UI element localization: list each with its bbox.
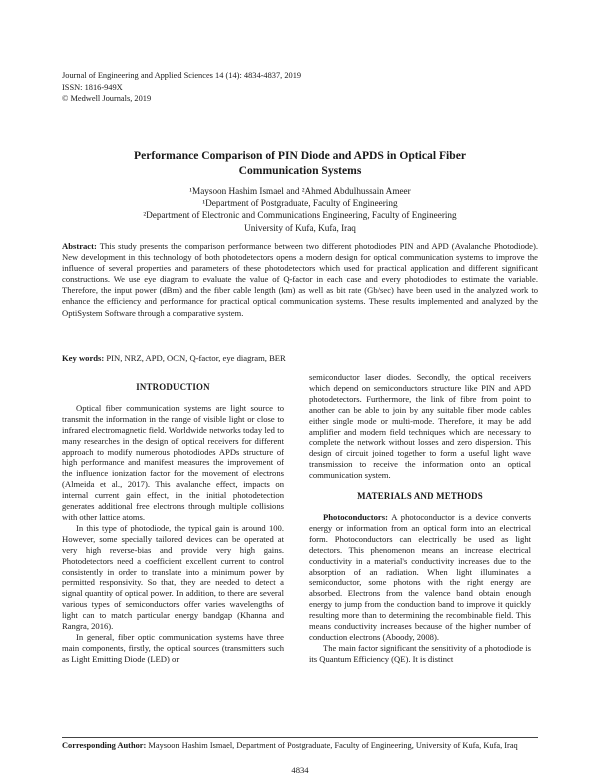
right-column — [309, 372, 531, 665]
footnote-rule — [62, 737, 538, 738]
abstract-text: This study presents the comparison performance between two different photodiodes PIN and APD (Avalanche Photodiode). New development in this technology of both photodetectors opens a modern design for optical communication systems to improve the influence of several properties and parameters of these photodetectors which used for practical application and different significant constructions. We use eye diagram to evaluate the value of Q-factor in each case and every photodiodes to estimate the variable. Therefore, the input power (dBm) and the fiber cable length (km) as well as bit rate (Gb/sec) have been used in the analyzed work to enhance the efficiency and performance for practical optical communication systems. These results implemented and analyzed by the OptiSystem Software through a comparative system. — [62, 241, 538, 318]
affiliation-3: University of Kufa, Kufa, Iraq — [244, 222, 356, 233]
intro-paragraph-3-start: In general, fiber optic communication systems have three main components, firstly, the optical sources (transmitters such as Light Emitting Diode (LED) or — [62, 631, 284, 664]
introduction-heading: INTRODUCTION — [136, 382, 210, 392]
left-column — [62, 372, 284, 665]
journal-copyright: © Medwell Journals, 2019 — [62, 94, 152, 104]
methods-paragraph-1-text: A photoconductor is a device converts energy or information from an optical form into an electrical form. Photoconductors can electrically be used as light detectors. This phenomenon means an increase electrical conductivity in a material's conductivity increases due to the absorption of an radiation. When light illuminates a semiconductor, some photons with the right energy are absorbed. Electrons from the valence band obtain enough energy to jump from the conduction band to improve it quickly resulting more than to determining the recombinable field. This means conductivity increases because of the higher number of conduction electrons (Aboody, 2008). — [309, 511, 531, 642]
keywords-text: PIN, NRZ, APD, OCN, Q-factor, eye diagram, BER — [106, 353, 286, 363]
paper-title — [60, 148, 540, 178]
journal-citation: Journal of Engineering and Applied Sciences 14 (14): 4834-4837, 2019 — [62, 71, 302, 80]
methods-paragraph-2: The main factor significant the sensitivity of a photodiode is its Quantum Efficiency (QE). It is distinct — [309, 642, 531, 664]
corresponding-author — [62, 740, 538, 751]
journal-issn: ISSN: 1816-949X — [62, 82, 123, 92]
intro-paragraph-1: Optical fiber communication systems are light source to transmit the information in the range of visible light or close to infrared electromagnetic field. Worldwide networks today led to many researches in the design of optical receivers for different approach to modify numerous photodiodes APDs structure of high performance and manifest measures the improvement of the influence ionization factor for the movement of electrons (Almeida et al., 2017). This avalanche effect, impacts on internal current gain effect, in the initial photodetection generates additional free electrons through multiple collisions with other lattice atoms. — [62, 402, 284, 522]
methods-paragraph-1 — [309, 512, 531, 643]
affiliation-1: ¹Department of Postgraduate, Faculty of Engineering — [202, 198, 398, 209]
methods-heading: MATERIALS AND METHODS — [357, 491, 483, 502]
intro-paragraph-3: semiconductor laser diodes. Secondly, the optical receivers which depend on semiconductors structure like PIN and APD photodetectors. Furthermore, the link of fibre from point to another can be able to join by any suitable fiber mode cables either single mode or multi-mode. Therefore, it may be add amplifier and modern field techniques which are necessary to complete the network without losses and zero dispersion. This design of circuit joined together to form a useful light wave transmission to receive the information onto an optical communication system. — [309, 372, 531, 481]
page-number: 4834 — [291, 765, 309, 775]
abstract-label: Abstract: — [62, 241, 97, 251]
intro-paragraph-2: In this type of photodiode, the typical gain is around 100. However, some specially tailored devices can be operated at very high reverse-bias and provide very high gains. Photodetectors need a coefficient excellent current to control consistently in order to translate into a minimum power by permitted responsivity. So that, they are needed to detect a signal quantity of optical power. In addition, to there are several various types of semiconductors offer varies wavelengths of light can to match particular energy bandgap (Khanna and Rangra, 2016). — [62, 522, 284, 632]
title-line-1: Performance Comparison of PIN Diode and APDS in Optical Fiber — [133, 149, 466, 162]
keywords-label: Key words: — [62, 353, 105, 363]
abstract — [62, 241, 538, 319]
keywords — [62, 353, 538, 364]
authors-block — [60, 185, 540, 234]
title-line-2: Communication Systems — [238, 164, 362, 177]
author-names: ¹Maysoon Hashim Ismael and ²Ahmed Abdulhussain Ameer — [189, 186, 411, 196]
photoconductors-runin-heading: Photoconductors: — [323, 511, 388, 522]
corresponding-label: Corresponding Author: — [62, 741, 147, 750]
affiliation-2: ²Department of Electronic and Communications Engineering, Faculty of Engineering — [143, 210, 457, 221]
journal-header — [62, 70, 422, 105]
corresponding-text: Maysoon Hashim Ismael, Department of Postgraduate, Faculty of Engineering, University of Kufa, Kufa, Iraq — [148, 741, 518, 750]
